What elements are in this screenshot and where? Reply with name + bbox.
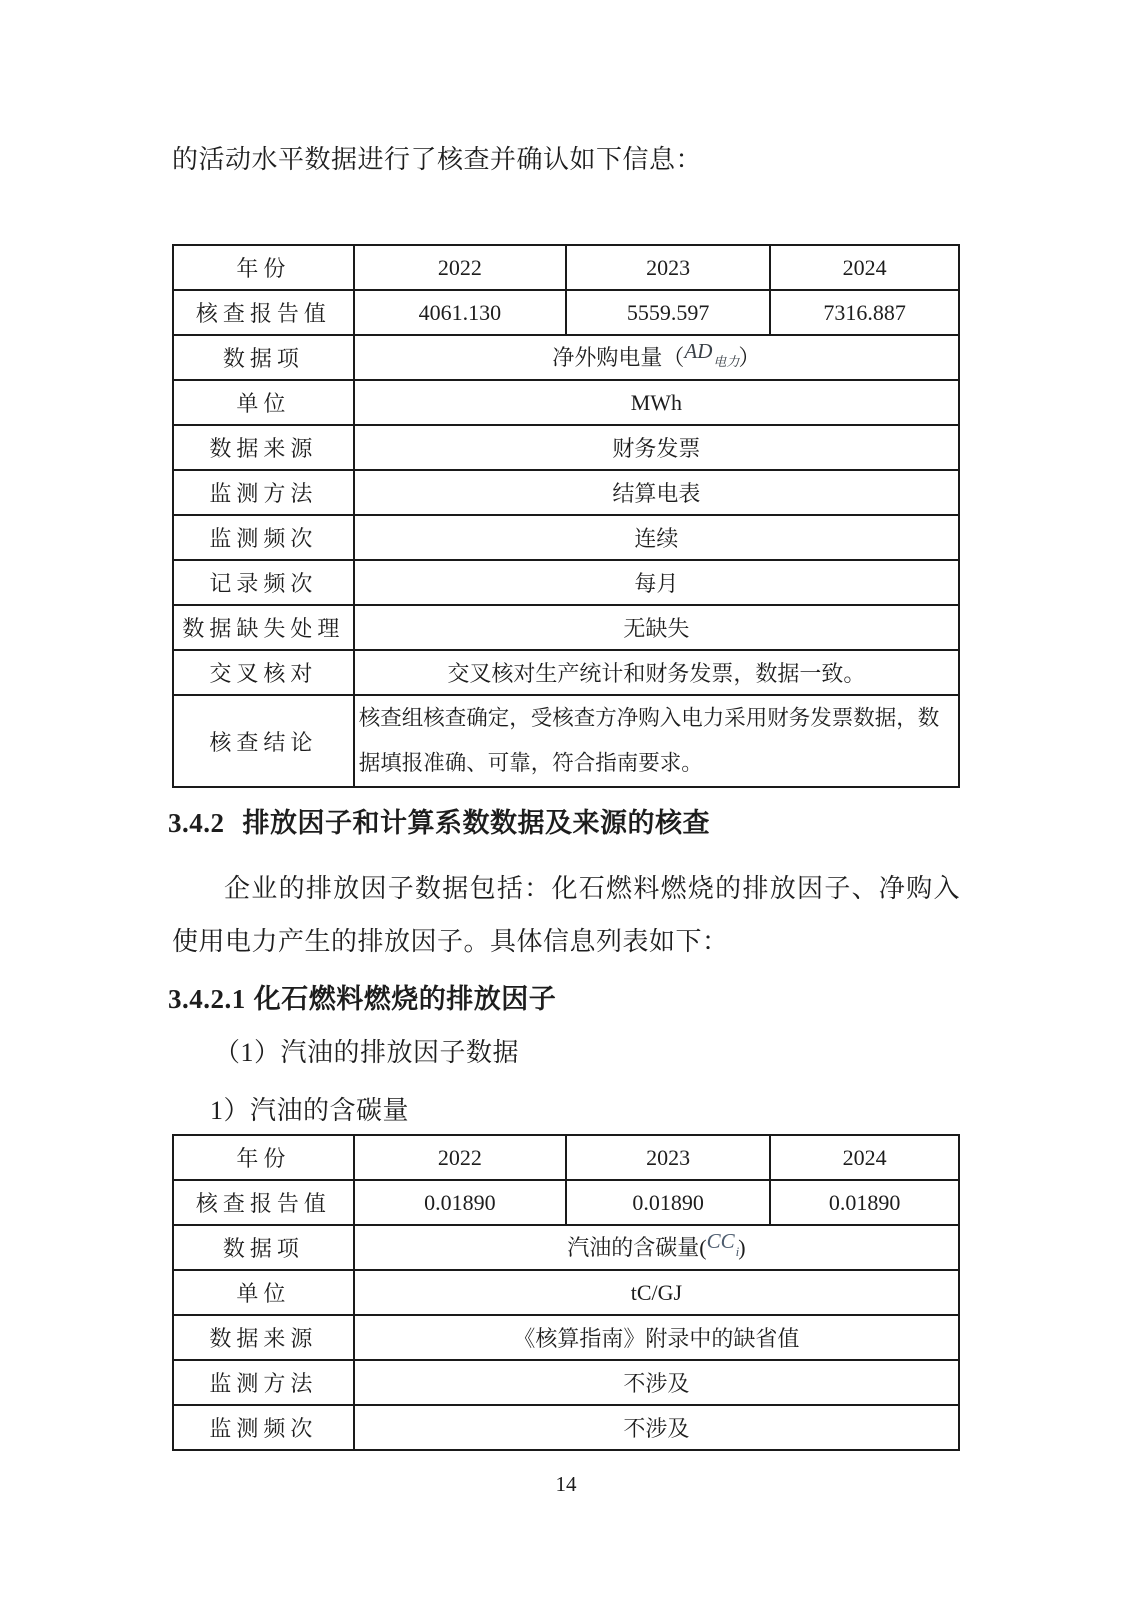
row-label-data-item: 数据项	[173, 335, 354, 380]
table-row-data-item	[173, 335, 959, 380]
formula-cc-carbon	[706, 1228, 740, 1260]
data-item-prefix: 净外购电量（	[552, 344, 685, 370]
year-2024: 2024	[770, 1135, 959, 1180]
unit-value: MWh	[354, 380, 959, 425]
formula-ad-electricity	[684, 338, 740, 370]
reported-value-2023: 5559.597	[566, 290, 770, 335]
page-number: 14	[555, 1472, 577, 1496]
gasoline-carbon-content-table	[172, 1134, 960, 1451]
table-row-monitoring-frequency	[173, 515, 959, 560]
year-2022: 2022	[354, 1135, 566, 1180]
record-frequency-value: 每月	[354, 560, 959, 605]
data-item-value	[354, 1225, 959, 1270]
reported-value-2022: 0.01890	[354, 1180, 566, 1225]
data-item-value	[354, 335, 959, 380]
section-number: 3.4.2	[168, 808, 225, 838]
reported-value-2024: 0.01890	[770, 1180, 959, 1225]
table-row-unit	[173, 380, 959, 425]
row-label-unit: 单位	[173, 1270, 354, 1315]
row-label-data-source: 数据来源	[173, 425, 354, 470]
conclusion-value	[354, 695, 959, 787]
table-row-years	[173, 245, 959, 290]
subsection-number: 3.4.2.1	[168, 984, 246, 1014]
reported-value-2023: 0.01890	[566, 1180, 770, 1225]
formula-subscript: i	[735, 1244, 740, 1260]
section-heading-3421	[168, 982, 960, 1016]
section-title: 排放因子和计算系数数据及来源的核查	[242, 808, 710, 838]
table-row-reported-values	[173, 1180, 959, 1225]
table-row-monitoring-frequency	[173, 1405, 959, 1450]
row-label-data-item: 数据项	[173, 1225, 354, 1270]
row-label-data-source: 数据来源	[173, 1315, 354, 1360]
row-label-monitoring-method: 监测方法	[173, 1360, 354, 1405]
list-sub-gasoline-carbon: 1）汽油的含碳量	[210, 1096, 410, 1125]
monitoring-method-value: 结算电表	[354, 470, 959, 515]
data-source-value: 财务发票	[354, 425, 959, 470]
year-2024: 2024	[770, 245, 959, 290]
reported-value-2024: 7316.887	[770, 290, 959, 335]
table-row-data-source	[173, 1315, 959, 1360]
list-item-gasoline-factor: （1）汽油的排放因子数据	[214, 1038, 520, 1067]
row-label-record-frequency: 记录频次	[173, 560, 354, 605]
table-row-monitoring-method	[173, 1360, 959, 1405]
row-label-crosscheck: 交叉核对	[173, 650, 354, 695]
formula-subscript: 电力	[713, 354, 740, 370]
year-2022: 2022	[354, 245, 566, 290]
table-row-years	[173, 1135, 959, 1180]
row-label-conclusion: 核查结论	[173, 695, 354, 787]
table-row-conclusion	[173, 695, 959, 787]
data-item-suffix: )	[738, 1234, 746, 1260]
data-source-value: 《核算指南》附录中的缺省值	[354, 1315, 959, 1360]
row-label-year: 年份	[173, 1135, 354, 1180]
conclusion-text: 核查组核查确定，受核查方净购入电力采用财务发票数据，数据填报准确、可靠，符合指南要求。	[358, 706, 940, 775]
table-row-data-source	[173, 425, 959, 470]
monitoring-frequency-value: 不涉及	[354, 1405, 959, 1450]
table-row-crosscheck	[173, 650, 959, 695]
missing-data-value: 无缺失	[354, 605, 959, 650]
body-paragraph: 企业的排放因子数据包括：化石燃料燃烧的排放因子、净购入使用电力产生的排放因子。具体信息列表如下：	[172, 874, 960, 956]
section-heading-342	[168, 806, 960, 840]
row-label-monitoring-method: 监测方法	[173, 470, 354, 515]
row-label-unit: 单位	[173, 380, 354, 425]
subsection-title: 化石燃料燃烧的排放因子	[253, 984, 557, 1014]
row-label-missing-data: 数据缺失处理	[173, 605, 354, 650]
year-2023: 2023	[566, 1135, 770, 1180]
reported-value-2022: 4061.130	[354, 290, 566, 335]
row-label-monitoring-frequency: 监测频次	[173, 515, 354, 560]
formula-symbol: CC	[706, 1228, 735, 1253]
intro-text: 的活动水平数据进行了核查并确认如下信息：	[172, 145, 703, 174]
electricity-activity-data-table	[172, 244, 960, 788]
row-label-reported-value: 核查报告值	[173, 1180, 354, 1225]
crosscheck-value: 交叉核对生产统计和财务发票，数据一致。	[354, 650, 959, 695]
row-label-year: 年份	[173, 245, 354, 290]
row-label-reported-value: 核查报告值	[173, 290, 354, 335]
year-2023: 2023	[566, 245, 770, 290]
formula-symbol: AD	[684, 338, 713, 363]
table-row-reported-values	[173, 290, 959, 335]
data-item-suffix: ）	[738, 344, 761, 370]
monitoring-method-value: 不涉及	[354, 1360, 959, 1405]
monitoring-frequency-value: 连续	[354, 515, 959, 560]
table-row-monitoring-method	[173, 470, 959, 515]
table-row-missing-data	[173, 605, 959, 650]
table-row-record-frequency	[173, 560, 959, 605]
data-item-prefix: 汽油的含碳量(	[567, 1234, 707, 1260]
table-row-data-item	[173, 1225, 959, 1270]
unit-value: tC/GJ	[354, 1270, 959, 1315]
row-label-monitoring-frequency: 监测频次	[173, 1405, 354, 1450]
table-row-unit	[173, 1270, 959, 1315]
